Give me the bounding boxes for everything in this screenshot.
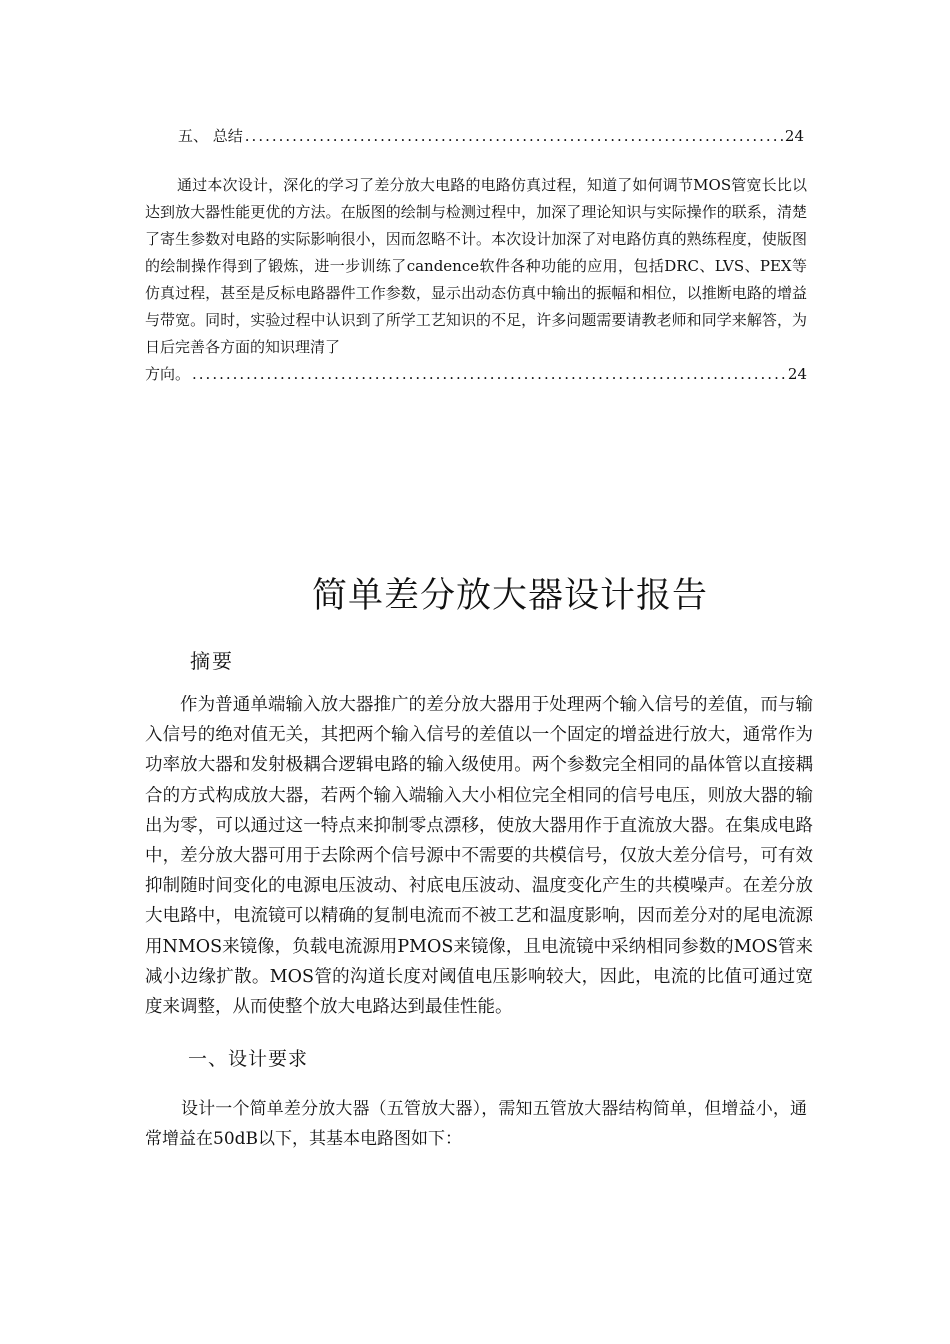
toc-entry-summary (178, 126, 804, 146)
summary-leader-dots (192, 361, 786, 388)
toc-entry-label: 五、 总结 (178, 127, 243, 145)
toc-entry-page: 24 (784, 127, 804, 145)
summary-last-line (145, 361, 807, 388)
summary-last-line-text: 方向。 (145, 365, 191, 383)
summary-page-number: 24 (787, 365, 807, 383)
report-title: 简单差分放大器设计报告 (311, 576, 708, 616)
summary-text: 通过本次设计，深化的学习了差分放大电路的电路仿真过程，知道了如何调节MOS管宽长比以达到放大器性能更优的方法。在版图的绘制与检测过程中，加深了理论知识与实际操作的联系，清楚了寄生参数对电路的实际影响很小，因而忽略不计。本次设计加深了对电路仿真的熟练程度，使版图的绘制操作得到了锻炼，进一步训练了candence软件各种功能的应用，包括DRC、LVS、PEX等仿真过程，甚至是反标电路器件工作参数，显示出动态仿真中输出的振幅和相位，以推断电路的增益与带宽。同时，实验过程中认识到了所学工艺知识的不足，许多问题需要请教老师和同学来解答，为日后完善各方面的知识理清了 (145, 176, 807, 356)
abstract-body: 作为普通单端输入放大器推广的差分放大器用于处理两个输入信号的差值，而与输入信号的绝对值无关，其把两个输入信号的差值以一个固定的增益进行放大，通常作为功率放大器和发射极耦合逻辑电路的输入级使用。两个参数完全相同的晶体管以直接耦合的方式构成放大器，若两个输入端输入大小相位完全相同的信号电压，则放大器的输出为零，可以通过这一特点来抑制零点漂移，使放大器用作于直流放大器。在集成电路中，差分放大器可用于去除两个信号源中不需要的共模信号，仅放大差分信号，可有效抑制随时间变化的电源电压波动、衬底电压波动、温度变化产生的共模噪声。在差分放大电路中，电流镜可以精确的复制电流而不被工艺和温度影响，因而差分对的尾电流源用NMOS来镜像，负载电流源用PMOS来镜像，且电流镜中采纳相同参数的MOS管来减小边缘扩散。MOS管的沟道长度对阈值电压影响较大，因此，电流的比值可通过宽度来调整，从而使整个放大电路达到最佳性能。 (145, 695, 813, 1018)
summary-paragraph (145, 172, 807, 388)
section-body-design-requirements: 设计一个简单差分放大器（五管放大器），需知五管放大器结构简单，但增益小，通常增益在50dB以下，其基本电路图如下： (145, 1099, 807, 1149)
section-heading-design-requirements: 一、设计要求 (188, 1048, 309, 1070)
abstract-heading: 摘要 (190, 649, 234, 673)
toc-leader-dots (245, 126, 783, 146)
